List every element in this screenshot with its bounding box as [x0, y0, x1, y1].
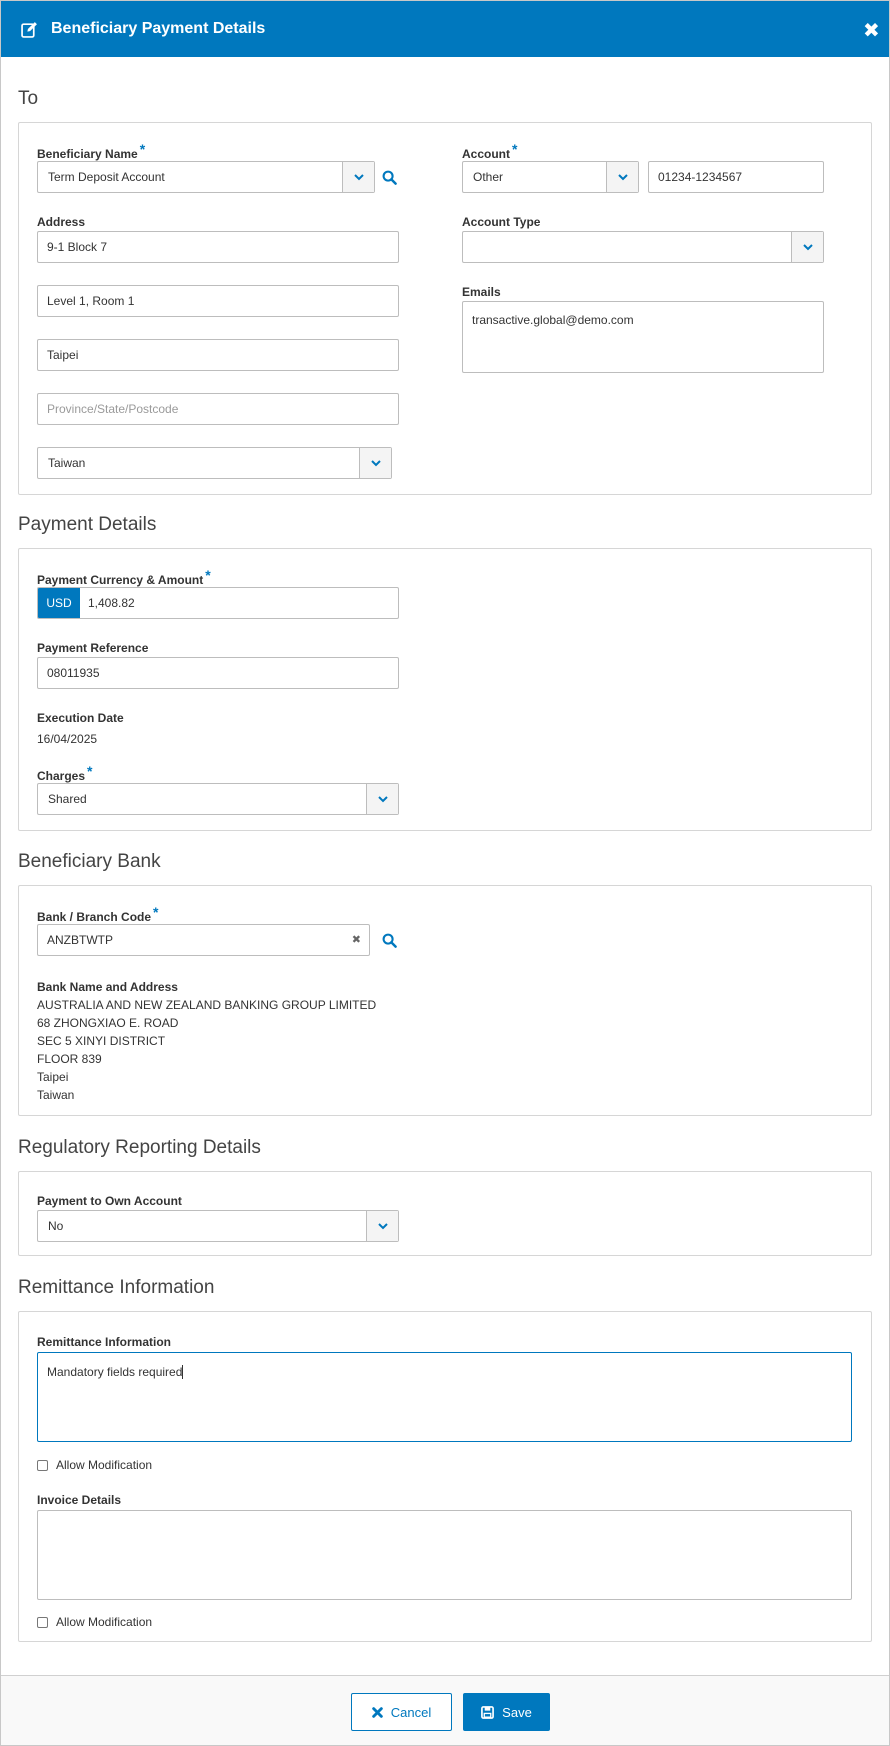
- section-title-regulatory: Regulatory Reporting Details: [18, 1137, 261, 1158]
- chevron-down-icon[interactable]: [606, 162, 638, 192]
- bank-name-address-label: Bank Name and Address: [37, 980, 178, 994]
- checkbox[interactable]: [37, 1617, 48, 1628]
- bank-address-line: Taiwan: [37, 1088, 75, 1102]
- chevron-down-icon[interactable]: [342, 162, 374, 192]
- charges-value: Shared: [48, 792, 87, 806]
- section-title-beneficiary-bank: Beneficiary Bank: [18, 851, 161, 872]
- remittance-info-textarea[interactable]: [37, 1352, 852, 1442]
- allow-modification-2[interactable]: [37, 1615, 152, 1629]
- address-line2-input[interactable]: Level 1, Room 1: [37, 285, 399, 317]
- currency-badge[interactable]: USD: [38, 588, 80, 618]
- bank-address-line: FLOOR 839: [37, 1052, 102, 1066]
- remittance-info-value: Mandatory fields required: [47, 1365, 183, 1379]
- remittance-panel: [18, 1311, 872, 1642]
- payment-reference-label: Payment Reference: [37, 641, 149, 655]
- save-button[interactable]: [463, 1693, 550, 1731]
- chevron-down-icon[interactable]: [359, 448, 391, 478]
- country-value: Taiwan: [48, 456, 86, 470]
- dialog-title: Beneficiary Payment Details: [51, 20, 266, 37]
- country-select[interactable]: [37, 447, 392, 479]
- save-label: Save: [502, 1704, 532, 1720]
- account-label: Account *: [462, 141, 518, 161]
- emails-textarea[interactable]: transactive.global@demo.com: [462, 301, 824, 373]
- bank-address-line: AUSTRALIA AND NEW ZEALAND BANKING GROUP LIMITED: [37, 998, 377, 1012]
- execution-date-label: Execution Date: [37, 711, 124, 725]
- section-title-remittance: Remittance Information: [18, 1277, 215, 1298]
- clear-icon[interactable]: ✖: [351, 934, 361, 946]
- payment-details-panel: [18, 548, 872, 831]
- address-label: Address: [37, 215, 86, 229]
- beneficiary-name-select[interactable]: [37, 161, 375, 193]
- bank-code-value: ANZBTWTP: [47, 933, 113, 947]
- address-postcode-input[interactable]: Province/State/Postcode: [37, 393, 399, 425]
- close-icon[interactable]: ✖: [863, 20, 880, 42]
- invoice-details-textarea[interactable]: [37, 1510, 852, 1600]
- own-account-value: No: [48, 1219, 64, 1233]
- address-line3-input[interactable]: Taipei: [37, 339, 399, 371]
- account-number-input[interactable]: 01234-1234567: [648, 161, 824, 193]
- amount-field[interactable]: [37, 587, 399, 619]
- account-type-label: Account Type: [462, 215, 541, 229]
- execution-date-value: 16/04/2025: [37, 732, 98, 746]
- bank-address-line: 68 ZHONGXIAO E. ROAD: [37, 1016, 179, 1030]
- remittance-info-label: Remittance Information: [37, 1335, 172, 1349]
- bank-code-input[interactable]: [37, 924, 370, 956]
- checkbox[interactable]: [37, 1460, 48, 1471]
- bank-search-icon[interactable]: [382, 933, 397, 948]
- emails-label: Emails: [462, 285, 501, 299]
- to-panel: [18, 122, 872, 495]
- beneficiary-name-value: Term Deposit Account: [48, 170, 165, 184]
- allow-modification-label: Allow Modification: [56, 1458, 153, 1472]
- cancel-label: Cancel: [390, 1704, 432, 1720]
- currency-amount-label: Payment Currency & Amount *: [37, 567, 211, 587]
- own-account-label: Payment to Own Account: [37, 1194, 182, 1208]
- beneficiary-bank-panel: [18, 885, 872, 1116]
- cancel-button[interactable]: [351, 1693, 452, 1731]
- allow-modification-1[interactable]: [37, 1458, 152, 1472]
- beneficiary-name-label: Beneficiary Name *: [37, 141, 146, 161]
- account-type-select-other[interactable]: [462, 161, 639, 193]
- charges-label: Charges *: [37, 763, 93, 783]
- text-caret: [182, 1365, 183, 1379]
- own-account-select[interactable]: [37, 1210, 399, 1242]
- account-type-select[interactable]: [462, 231, 824, 263]
- close-icon: [372, 1707, 383, 1718]
- bank-address-line: Taipei: [37, 1070, 69, 1084]
- edit-icon: [21, 21, 38, 38]
- chevron-down-icon[interactable]: [366, 1211, 398, 1241]
- bank-code-label: Bank / Branch Code *: [37, 904, 159, 924]
- regulatory-panel: [18, 1171, 872, 1256]
- allow-modification-label: Allow Modification: [56, 1615, 153, 1629]
- bank-address-block: [37, 996, 376, 1104]
- payment-reference-input[interactable]: 08011935: [37, 657, 399, 689]
- floppy-disk-icon: [481, 1706, 494, 1719]
- chevron-down-icon[interactable]: [366, 784, 398, 814]
- section-title-to: To: [18, 88, 39, 109]
- charges-select[interactable]: [37, 783, 399, 815]
- dialog-header: [1, 1, 889, 57]
- bank-address-line: SEC 5 XINYI DISTRICT: [37, 1034, 166, 1048]
- section-title-payment-details: Payment Details: [18, 514, 157, 535]
- chevron-down-icon[interactable]: [791, 232, 823, 262]
- beneficiary-search-icon[interactable]: [382, 170, 397, 185]
- amount-value: 1,408.82: [88, 596, 135, 610]
- address-line1-input[interactable]: 9-1 Block 7: [37, 231, 399, 263]
- invoice-details-label: Invoice Details: [37, 1493, 122, 1507]
- account-select-value: Other: [473, 170, 504, 184]
